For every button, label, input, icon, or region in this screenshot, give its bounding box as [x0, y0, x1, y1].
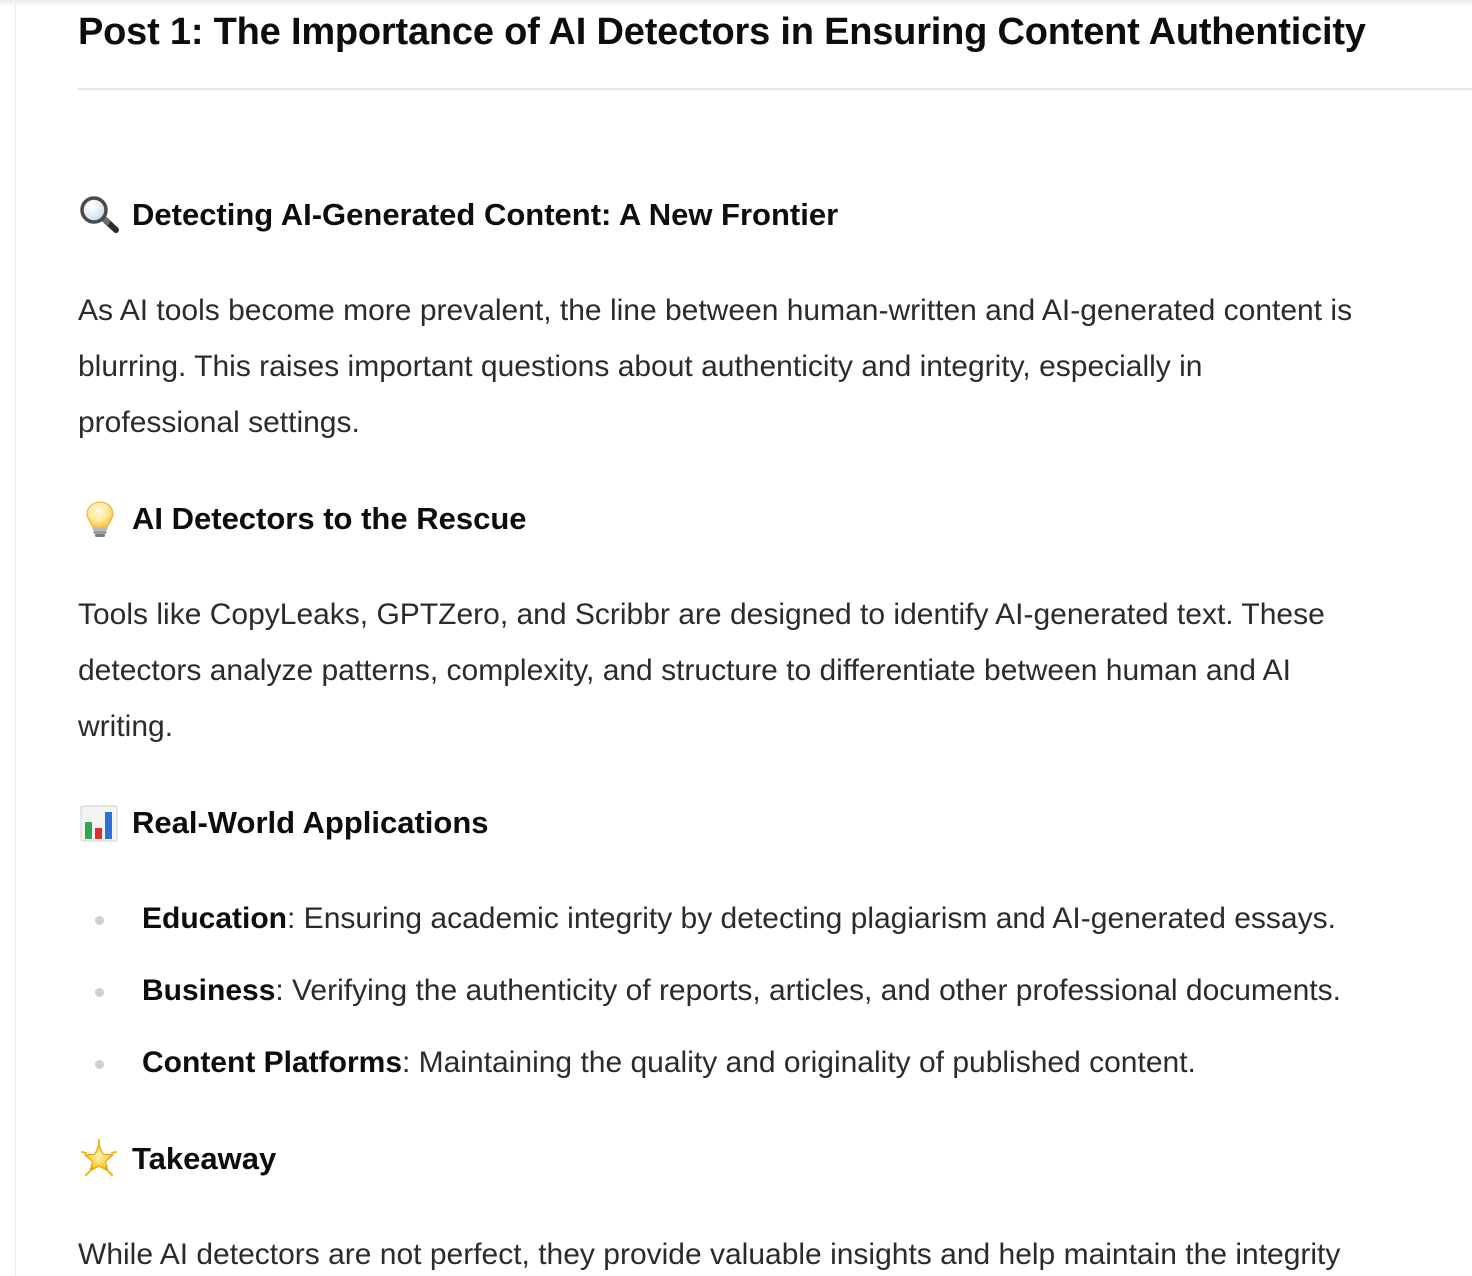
- magnifying-glass-icon: [78, 195, 122, 235]
- light-bulb-icon: [78, 499, 122, 539]
- glowing-star-icon: [78, 1139, 122, 1179]
- list-item-description: : Verifying the authenticity of reports, articles, and other professional documents.: [275, 974, 1341, 1007]
- paragraph-line: professional settings.: [78, 406, 360, 439]
- section-heading-rescue: [78, 499, 527, 539]
- list-item-term: Education: [142, 902, 288, 935]
- list-item-description: : Maintaining the quality and originality of published content.: [402, 1046, 1196, 1079]
- section-heading-text: Takeaway: [132, 1141, 277, 1176]
- paragraph-line: writing.: [78, 710, 174, 743]
- paragraph-line: While AI detectors are not perfect, they provide valuable insights and help maintain the integrity: [78, 1238, 1341, 1271]
- bar-chart-icon: [78, 803, 122, 843]
- section-paragraph: [78, 587, 1472, 755]
- section-heading-text: Detecting AI-Generated Content: A New Frontier: [132, 197, 839, 232]
- list-item-text: [142, 899, 1336, 939]
- list-item-term: Content Platforms: [142, 1046, 403, 1079]
- section-paragraph: [78, 1227, 1472, 1276]
- section-heading-text: Real-World Applications: [132, 805, 489, 840]
- bullet-dot: [95, 1060, 104, 1069]
- list-item-description: : Ensuring academic integrity by detecting plagiarism and AI-generated essays.: [287, 902, 1336, 935]
- bullet-dot: [95, 988, 104, 997]
- paragraph-line: Tools like CopyLeaks, GPTZero, and Scribbr are designed to identify AI-generated text. These: [78, 598, 1325, 631]
- section-paragraph: [78, 283, 1472, 451]
- page-title: Post 1: The Importance of AI Detectors in Ensuring Content Authenticity: [78, 11, 1366, 53]
- post-content: [78, 0, 1472, 1276]
- paragraph-line: blurring. This raises important questions about authenticity and integrity, especially in: [78, 350, 1203, 383]
- section-heading-text: AI Detectors to the Rescue: [132, 501, 527, 536]
- bullet-dot: [95, 916, 104, 925]
- list-item-term: Business: [142, 974, 276, 1007]
- list-item-text: [142, 971, 1341, 1011]
- section-heading-detecting: [78, 195, 838, 235]
- section-heading-takeaway: [78, 1139, 276, 1179]
- title-divider: [78, 88, 1472, 90]
- section-heading-applications: [78, 803, 489, 843]
- paragraph-line: As AI tools become more prevalent, the line between human-written and AI-generated content is: [78, 294, 1353, 327]
- list-item-text: [142, 1043, 1196, 1083]
- paragraph-line: detectors analyze patterns, complexity, and structure to differentiate between human and AI: [78, 654, 1291, 687]
- left-border: [15, 0, 16, 1276]
